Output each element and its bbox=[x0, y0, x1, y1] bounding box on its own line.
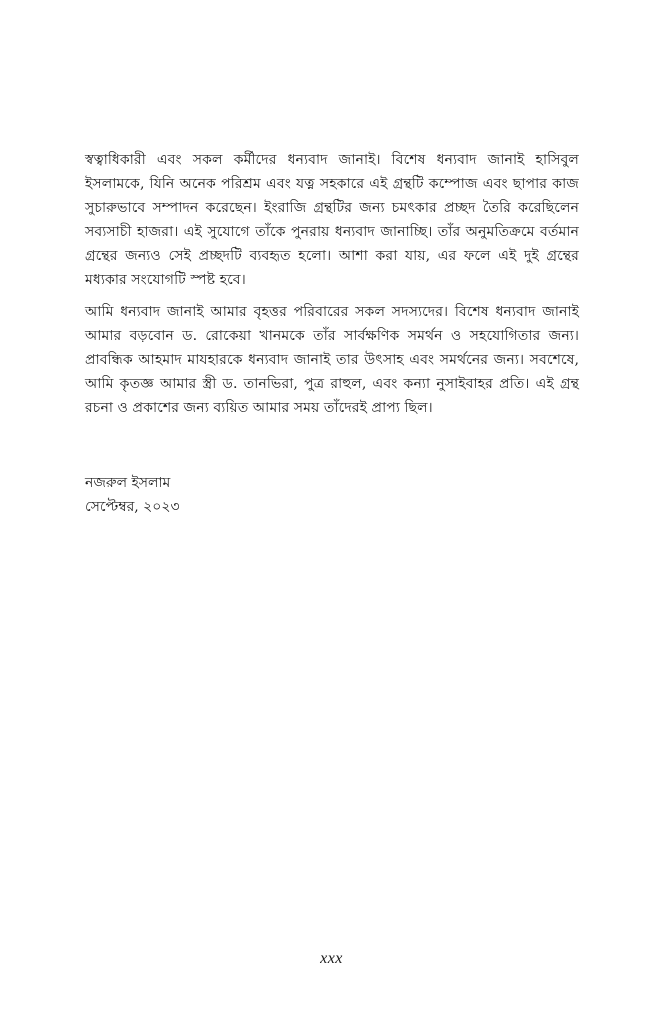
paragraph-acknowledgement-1: স্বত্বাধিকারী এবং সকল কর্মীদের ধন্যবাদ জানাই। বিশেষ ধন্যবাদ জানাই হাসিবুল ইসলামকে, যিনি অনেক পরিশ্রম এবং যত্ন সহকারে এই গ্রন্থটি কম্পোজ এবং ছাপার কাজ সুচারুভাবে সম্পাদন করেছেন। ইংরাজি গ্রন্থটির জন্য চমৎকার প্রচ্ছদ তৈরি করেছিলেন সব্যসাচী হাজরা। এই সুযোগে তাঁকে পুনরায় ধন্যবাদ জানাচ্ছি। তাঁর অনুমতিক্রমে বর্তমান গ্রন্থের জন্যও সেই প্রচ্ছদটি ব্যবহৃত হলো। আশা করা যায়, এর ফলে এই দুই গ্রন্থের মধ্যকার সংযোগটি স্পষ্ট হবে। bbox=[85, 152, 579, 288]
page-number: xxx bbox=[320, 950, 343, 967]
signature-date: সেপ্টেম্বর, ২০২৩ bbox=[85, 499, 180, 515]
author-name: নজরুল ইসলাম bbox=[85, 475, 171, 491]
signature-block bbox=[85, 471, 180, 519]
paragraph-acknowledgement-2: আমি ধন্যবাদ জানাই আমার বৃহত্তর পরিবারের সকল সদস্যদের। বিশেষ ধন্যবাদ জানাই আমার বড়বোন ড. রোকেয়া খানমকে তাঁর সার্বক্ষণিক সমর্থন ও সহযোগিতার জন্য। প্রাবন্ধিক আহমাদ মাযহারকে ধন্যবাদ জানাই তার উৎসাহ এবং সমর্থনের জন্য। সবশেষে, আমি কৃতজ্ঞ আমার স্ত্রী ড. তানভিরা, পুত্র রাহুল, এবং কন্যা নুসাইবাহর প্রতি। এই গ্রন্থ রচনা ও প্রকাশের জন্য ব্যয়িত আমার সময় তাঁদেরই প্রাপ্য ছিল। bbox=[85, 304, 579, 416]
